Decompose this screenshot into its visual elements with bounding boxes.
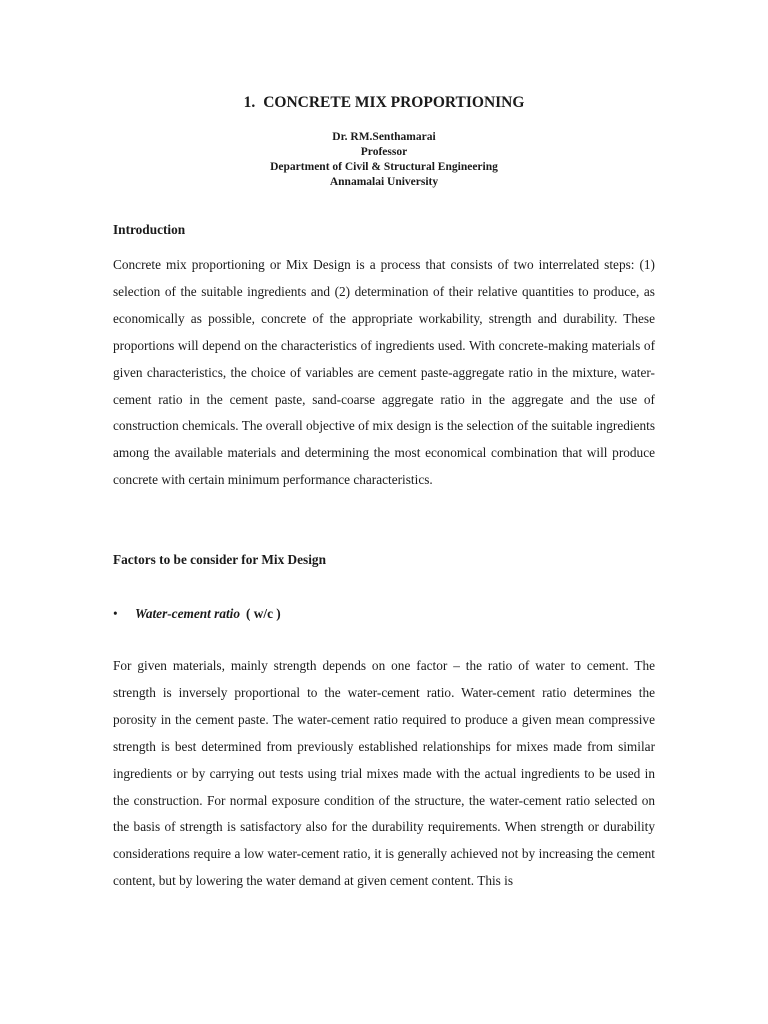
author-department: Department of Civil & Structural Engineering [270,161,498,173]
author-block [0,130,768,190]
page-title [0,93,768,113]
author-university: Annamalai University [329,176,439,188]
title-number: 1. [243,94,256,111]
introduction-paragraph: Concrete mix proportioning or Mix Design is a process that consists of two interrelated steps: (1) selection of the suitable ingredients and (2) determination of their relative quantities to produce, as economically as possible, concrete of the appropriate workability, strength and durability. These proportions will depend on the characteristics of ingredients used. With concrete-making materials of given characteristics, the choice of variables are cement paste-aggregate ratio in the mixture, water-cement ratio in the cement paste, sand-coarse aggregate ratio in the aggregate and the use of construction chemicals. The overall objective of mix design is the selection of the suitable ingredients among the available materials and determining the most economical combination that will produce concrete with certain minimum performance characteristics. [113,257,655,488]
introduction-heading: Introduction [113,222,186,237]
bullet-icon: • [113,606,118,621]
bullet-item-water-cement-ratio [113,606,281,622]
title-text: CONCRETE MIX PROPORTIONING [263,94,525,111]
author-name: Dr. RM.Senthamarai [332,131,436,143]
water-cement-paragraph: For given materials, mainly strength depends on one factor – the ratio of water to cement. The strength is inversely proportional to the water-cement ratio. Water-cement ratio determines the porosity in the cement paste. The water-cement ratio required to produce a given mean compressive strength is best determined from previously established relationships for mixes made from similar ingredients or by carrying out tests using trial mixes made with the actual ingredients to be used in the construction. For normal exposure condition of the structure, the water-cement ratio selected on the basis of strength is satisfactory also for the durability requirements. When strength or durability considerations require a low water-cement ratio, it is generally achieved not by increasing the cement content, but by lowering the water demand at given cement content. This is [113,658,655,889]
bullet-term: Water-cement ratio [135,606,241,621]
author-position: Professor [360,146,408,158]
bullet-abbreviation: ( w/c ) [246,606,281,621]
factors-heading: Factors to be consider for Mix Design [113,552,326,567]
